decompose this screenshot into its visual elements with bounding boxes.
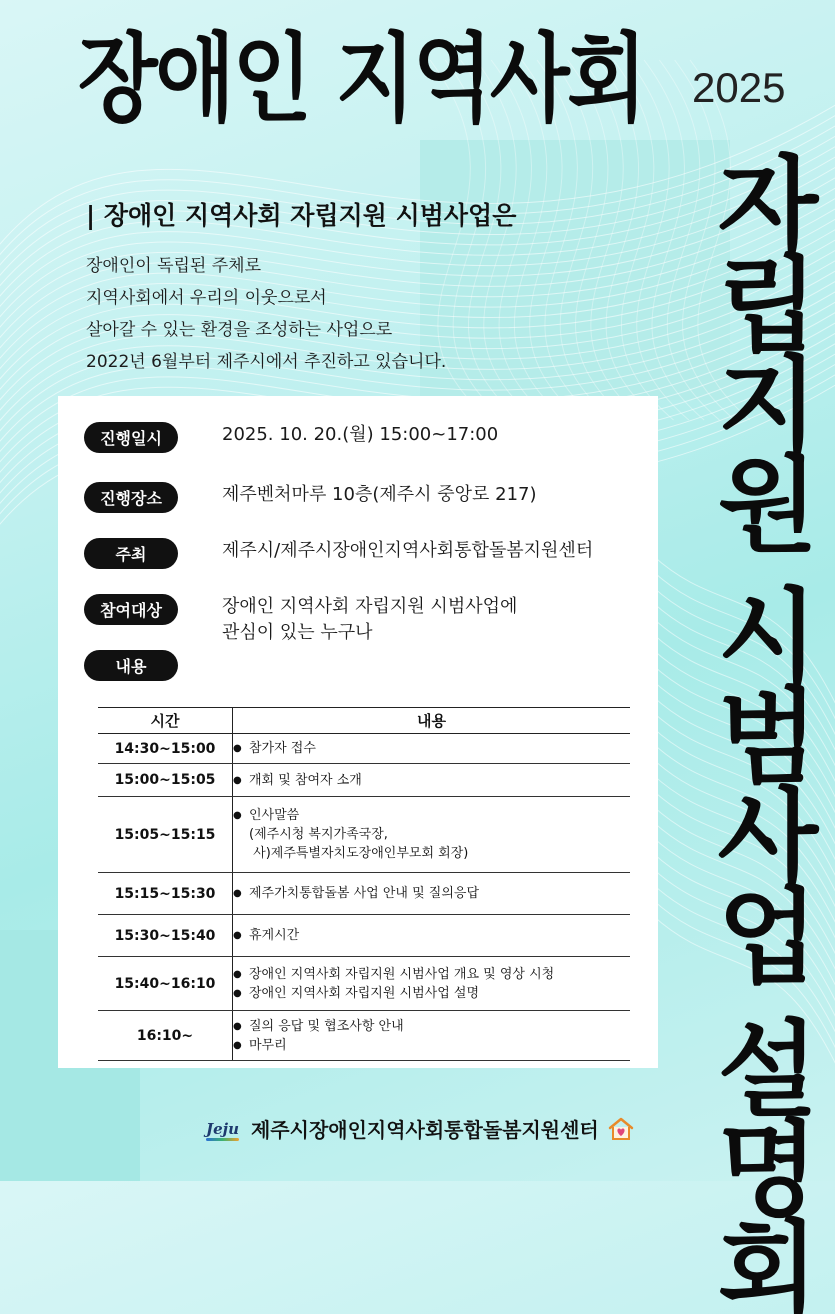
- year-label: 2025: [692, 64, 786, 111]
- intro-line: 2022년 6월부터 제주시에서 추진하고 있습니다.: [86, 352, 447, 372]
- info-row-target: [84, 594, 517, 646]
- row-content: [233, 797, 631, 873]
- bullet-icon: ●: [233, 888, 242, 899]
- footer: [206, 1114, 635, 1143]
- bullet-icon: ●: [233, 930, 242, 941]
- info-row-content: [84, 650, 178, 681]
- date-label: 진행일시: [84, 422, 178, 453]
- table-row: [98, 1011, 630, 1061]
- target-value-line: 장애인 지역사회 자립지원 시범사업에: [222, 596, 518, 617]
- table-row: [98, 797, 630, 873]
- item-text: 장애인 지역사회 자립지원 시범사업 개요 및 영상 시청: [249, 966, 555, 982]
- item-text: 제주가치통합돌봄 사업 안내 및 질의응답: [249, 886, 480, 901]
- intro-text: [86, 250, 446, 378]
- schedule-table: [98, 707, 630, 1061]
- info-card: [58, 396, 658, 1068]
- list-subitem: [233, 844, 630, 863]
- item-text: 휴게시간: [249, 928, 300, 943]
- table-row: [98, 764, 630, 797]
- bullet-icon: ●: [233, 1020, 242, 1032]
- list-item: [233, 739, 630, 758]
- host-value: 제주시/제주시장애인지역사회통합돌봄지원센터: [222, 540, 594, 561]
- intro-line: 지역사회에서 우리의 이웃으로서: [86, 288, 327, 308]
- info-row-date: [84, 422, 498, 453]
- org-name: 제주시장애인지역사회통합돌봄지원센터: [250, 1118, 599, 1142]
- list-item: [233, 965, 630, 984]
- intro-line: 장애인이 독립된 주체로: [86, 256, 262, 276]
- list-item: [233, 1017, 630, 1036]
- schedule-header-time: 시간: [98, 708, 233, 734]
- row-content: [233, 873, 631, 915]
- schedule-header-content: 내용: [233, 708, 631, 734]
- list-item: [233, 984, 630, 1003]
- table-row: [98, 734, 630, 764]
- bullet-icon: ●: [233, 1039, 242, 1051]
- host-label: 주최: [84, 538, 178, 569]
- table-row: [98, 873, 630, 915]
- table-row: [98, 957, 630, 1011]
- target-label: 참여대상: [84, 594, 178, 625]
- row-time: 15:05~15:15: [98, 797, 233, 873]
- bullet-icon: ●: [233, 987, 242, 999]
- row-time: 15:00~15:05: [98, 764, 233, 797]
- row-time: 16:10~: [98, 1011, 233, 1061]
- row-content: [233, 764, 631, 797]
- item-subtext: 사)제주특별자치도장애인부모회 회장): [249, 846, 469, 861]
- row-content: [233, 957, 631, 1011]
- vertical-title: 자립지원 시범사업 설명회: [698, 150, 820, 1314]
- venue-label: 진행장소: [84, 482, 178, 513]
- item-text: 참가자 접수: [249, 741, 316, 756]
- row-content: [233, 1011, 631, 1061]
- content-label: 내용: [84, 650, 178, 681]
- jeju-logo: Jeju: [206, 1119, 239, 1138]
- item-text: 개회 및 참여자 소개: [249, 772, 362, 788]
- info-row-venue: [84, 482, 537, 513]
- row-time: 15:40~16:10: [98, 957, 233, 1011]
- list-item: [233, 806, 630, 825]
- list-subitem: [233, 825, 630, 844]
- item-text: 인사말씀: [249, 808, 300, 823]
- item-text: 장애인 지역사회 자립지원 시범사업 설명: [249, 985, 480, 1001]
- intro-heading: | 장애인 지역사회 자립지원 시범사업은: [86, 201, 517, 230]
- date-value: 2025. 10. 20.(월) 15:00~17:00: [222, 424, 499, 445]
- target-value-line: 관심이 있는 누구나: [222, 622, 373, 643]
- row-time: 14:30~15:00: [98, 734, 233, 764]
- bullet-icon: ●: [233, 968, 242, 980]
- row-time: 15:30~15:40: [98, 915, 233, 957]
- item-text: 마무리: [249, 1037, 287, 1053]
- main-title: 장애인 지역사회: [78, 23, 645, 135]
- venue-value: 제주벤처마루 10층(제주시 중앙로 217): [222, 484, 537, 505]
- info-row-host: [84, 538, 593, 569]
- table-row: [98, 915, 630, 957]
- row-content: [233, 915, 631, 957]
- intro-line: 살아갈 수 있는 환경을 조성하는 사업으로: [86, 320, 393, 340]
- item-subtext: (제주시청 복지가족국장,: [249, 827, 388, 842]
- target-value: [222, 594, 517, 646]
- schedule-header-row: [98, 708, 630, 734]
- list-item: [233, 1036, 630, 1055]
- bullet-icon: ●: [233, 810, 242, 821]
- house-heart-icon: [607, 1116, 635, 1142]
- list-item: [233, 771, 630, 790]
- row-time: 15:15~15:30: [98, 873, 233, 915]
- list-item: [233, 926, 630, 945]
- bullet-icon: ●: [233, 774, 242, 786]
- row-content: [233, 734, 631, 764]
- bullet-icon: ●: [233, 743, 242, 754]
- list-item: [233, 884, 630, 903]
- item-text: 질의 응답 및 협조사항 안내: [249, 1018, 404, 1034]
